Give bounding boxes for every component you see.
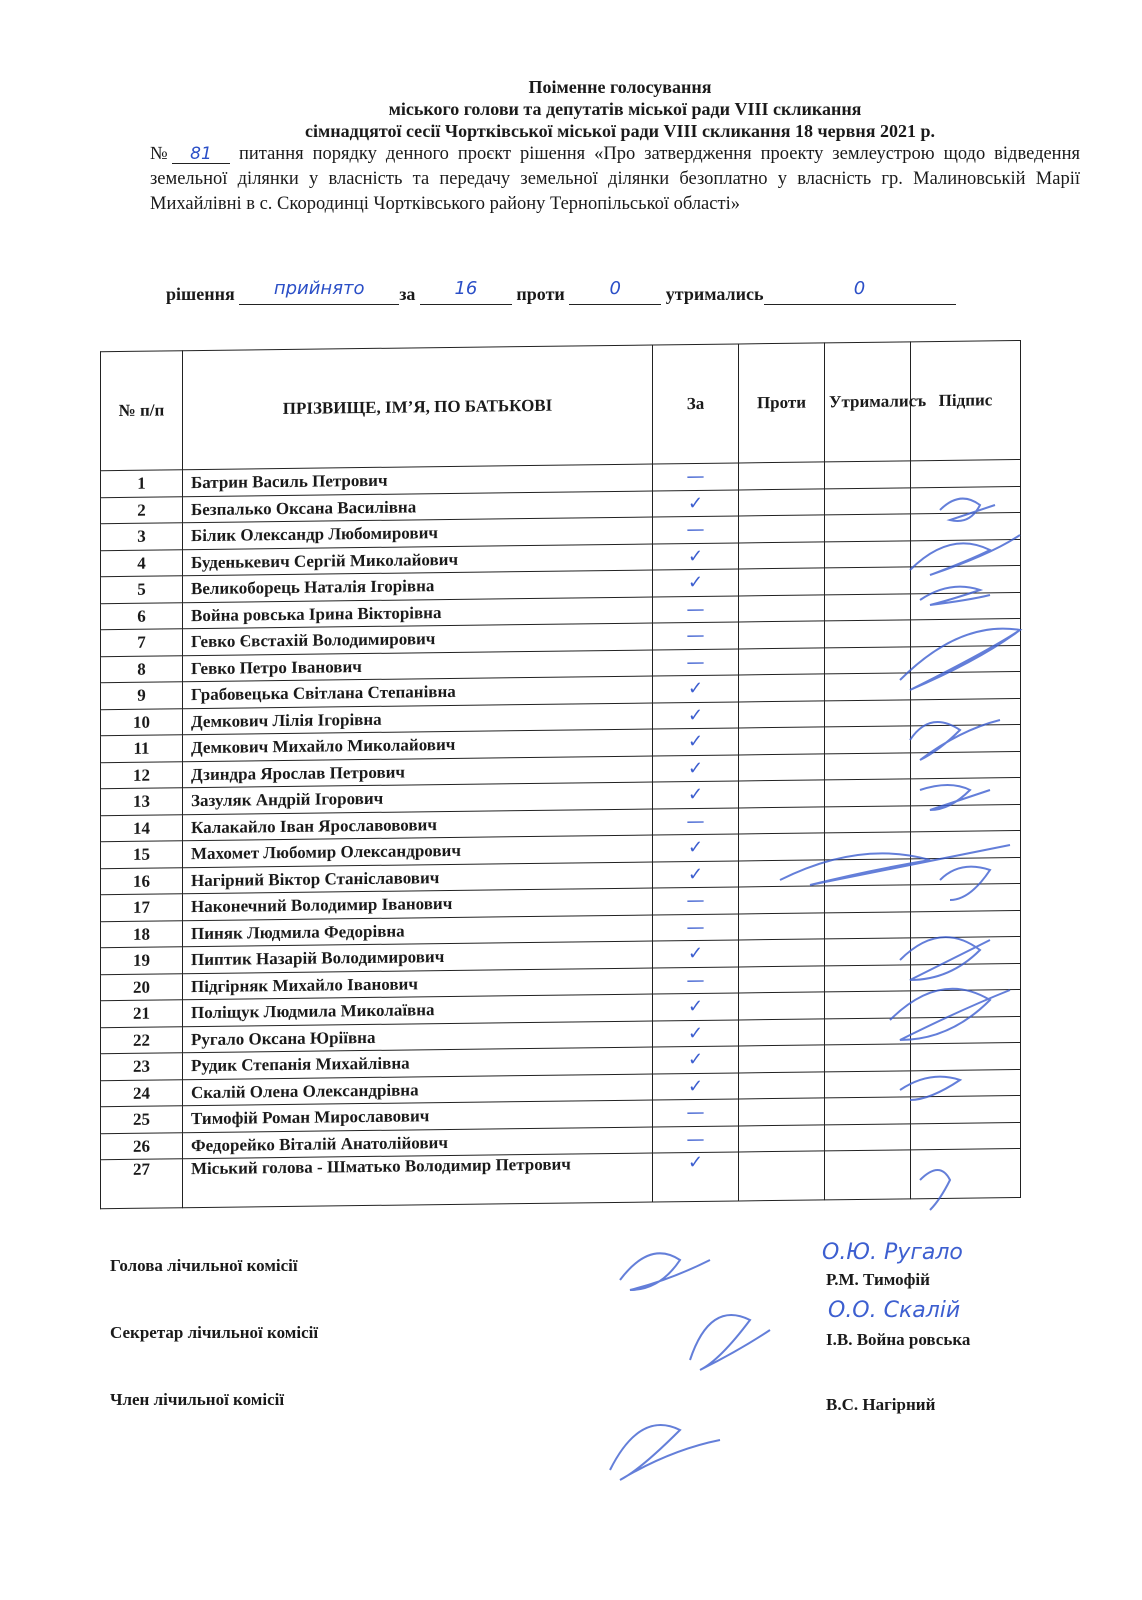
row-vote-utrym [825,1070,911,1098]
row-signature [911,778,1021,806]
row-vote-utrym [825,911,911,939]
row-name: Підгірняк Михайло Іванович [183,968,653,1000]
vote-table [100,340,1021,1209]
row-vote-proty [739,674,825,702]
row-number: 10 [101,708,183,736]
row-vote-za: — [653,595,739,623]
row-vote-za: — [653,516,739,544]
row-name: Безпалько Оксана Василівна [183,491,653,523]
row-name: Ругало Оксана Юріївна [183,1021,653,1053]
row-number: 27 [101,1159,183,1209]
row-name: Поліщук Людмила Миколаївна [183,994,653,1026]
row-name: Федорейко Віталій Анатолійович [183,1127,653,1159]
row-vote-proty [739,1018,825,1046]
row-number: 7 [101,629,183,657]
col-name-header: ПРІЗВИЩЕ, ІМ’Я, ПО БАТЬКОВІ [183,345,653,470]
row-vote-proty [739,806,825,834]
utrym-count: 0 [764,280,956,305]
row-vote-proty [739,1151,825,1201]
row-name: Гевко Петро Іванович [183,650,653,682]
row-signature [911,539,1021,567]
row-name: Калакайло Іван Ярославовович [183,809,653,841]
row-vote-za: — [653,1099,739,1127]
row-vote-za: ✓ [653,728,739,756]
row-signature [911,698,1021,726]
row-vote-za: ✓ [653,701,739,729]
row-vote-za: ✓ [653,1046,739,1074]
decision-label: рішення [166,284,235,304]
row-number: 21 [101,1000,183,1028]
row-signature [911,460,1021,488]
row-name: Рудик Степанія Михайлівна [183,1047,653,1079]
row-vote-za: — [653,966,739,994]
row-vote-za: — [653,1125,739,1153]
utrym-label: утримались [665,284,764,304]
proty-label: проти [516,284,565,304]
row-vote-utrym [825,1123,911,1151]
row-vote-utrym [825,964,911,992]
decision-value: прийнято [239,280,399,305]
row-vote-proty [739,965,825,993]
row-signature [911,592,1021,620]
member-label: Член лічильної комісії [110,1390,285,1409]
row-vote-proty [739,727,825,755]
row-vote-za: ✓ [653,489,739,517]
row-vote-utrym [825,593,911,621]
row-vote-proty [739,568,825,596]
row-vote-proty [739,541,825,569]
row-vote-utrym [825,779,911,807]
row-name: Война ровська Ірина Вікторівна [183,597,653,629]
col-sign-header: Підпис [911,341,1021,461]
row-vote-za: ✓ [653,993,739,1021]
row-vote-proty [739,859,825,887]
row-number: 20 [101,973,183,1001]
col-num-header: № п/п [101,351,183,471]
col-utrym-header: Утрималисъ [825,342,911,462]
row-number: 25 [101,1106,183,1134]
row-number: 11 [101,735,183,763]
row-signature [911,1096,1021,1124]
row-signature [911,831,1021,859]
question-prefix: № [150,144,172,164]
table-header-row [101,341,1021,471]
row-vote-utrym [825,858,911,886]
row-signature [911,857,1021,885]
header-session: сімнадцятої сесії Чортківської міської ради VIII скликання 18 червня 2021 р. [305,121,935,141]
row-number: 1 [101,470,183,498]
row-vote-proty [739,833,825,861]
row-vote-proty [739,992,825,1020]
row-vote-utrym [825,620,911,648]
row-number: 2 [101,496,183,524]
member-name: В.С. Нагірний [826,1395,936,1414]
agenda-question [150,142,1080,217]
signature-scribble [690,1315,770,1370]
row-name: Скалій Олена Олександрівна [183,1074,653,1106]
row-name: Дзиндра Ярослав Петрович [183,756,653,788]
row-vote-proty [739,1124,825,1152]
row-vote-za: — [653,622,739,650]
secretary-name: І.В. Война ровська [826,1330,971,1349]
row-vote-proty [739,594,825,622]
table-row [101,1149,1021,1209]
proty-count: 0 [569,280,661,305]
row-number: 22 [101,1026,183,1054]
row-number: 17 [101,894,183,922]
row-vote-proty [739,780,825,808]
row-number: 16 [101,867,183,895]
row-vote-za: ✓ [653,569,739,597]
row-number: 23 [101,1053,183,1081]
row-signature [911,910,1021,938]
row-signature [911,990,1021,1018]
signature-scribble [610,1425,720,1480]
row-vote-proty [739,1098,825,1126]
row-vote-za: ✓ [653,1019,739,1047]
chair-label: Голова лічильної комісії [110,1256,298,1275]
row-vote-utrym [825,832,911,860]
row-vote-utrym [825,938,911,966]
col-za-header: За [653,344,739,464]
header-subtitle: міського голови та депутатів міської ради VIII скликання [388,99,862,119]
row-name: Тимофій Роман Мирославович [183,1100,653,1132]
row-signature [911,963,1021,991]
row-number: 14 [101,814,183,842]
row-number: 3 [101,523,183,551]
row-vote-utrym [825,1097,911,1125]
row-vote-utrym [825,1017,911,1045]
row-name: Буденькевич Сергій Миколайович [183,544,653,576]
row-name: Білик Олександр Любомирович [183,517,653,549]
secretary-note: О.О. Скалій [828,1298,961,1323]
row-number: 12 [101,761,183,789]
row-vote-proty [739,912,825,940]
row-vote-utrym [825,726,911,754]
row-name: Демкович Лілія Ігорівна [183,703,653,735]
row-signature [911,1069,1021,1097]
row-signature [911,1149,1021,1199]
row-number: 9 [101,682,183,710]
row-signature [911,725,1021,753]
row-name: Гевко Євстахій Володимирович [183,623,653,655]
question-text: питання порядку денного проєкт рішення «Про затвердження проекту землеустрою щодо відведення земельної ділянки у власність та передачу земельної ділянки безоплатно у власність гр. Малиновській Марії Михайлівні в с. Скородинці Чортківського району Тернопільської області» [150,144,1080,214]
row-vote-za: ✓ [653,754,739,782]
row-vote-za: ✓ [653,1152,739,1202]
row-signature [911,1043,1021,1071]
row-signature [911,751,1021,779]
row-vote-proty [739,886,825,914]
row-name: Грабовецька Світлана Степанівна [183,676,653,708]
row-vote-za: — [653,913,739,941]
row-number: 19 [101,947,183,975]
row-vote-proty [739,1045,825,1073]
row-signature [911,1122,1021,1150]
row-name: Зазуляк Андрій Ігорович [183,782,653,814]
row-vote-za: — [653,463,739,491]
row-signature [911,1016,1021,1044]
row-vote-utrym [825,567,911,595]
row-name: Махомет Любомир Олександрович [183,835,653,867]
za-count: 16 [420,280,512,305]
row-vote-utrym [825,1150,911,1200]
za-label: за [399,284,416,304]
row-vote-proty [739,753,825,781]
row-signature [911,884,1021,912]
row-name: Пиптик Назарій Володимирович [183,941,653,973]
row-signature [911,645,1021,673]
row-vote-za: ✓ [653,781,739,809]
row-name: Міський голова - Шматько Володимир Петрович [183,1153,653,1208]
row-name: Демкович Михайло Миколайович [183,729,653,761]
row-number: 24 [101,1079,183,1107]
decision-line [166,280,1066,305]
row-vote-za: ✓ [653,940,739,968]
question-number: 81 [172,145,230,164]
row-name: Пиняк Людмила Федорівна [183,915,653,947]
row-vote-utrym [825,673,911,701]
row-name: Нагірний Віктор Станіславович [183,862,653,894]
row-vote-proty [739,462,825,490]
row-vote-proty [739,1071,825,1099]
row-vote-utrym [825,487,911,515]
row-vote-utrym [825,699,911,727]
row-vote-utrym [825,514,911,542]
vote-rows [101,460,1021,1209]
document-header [150,76,1080,142]
row-vote-proty [739,488,825,516]
row-signature [911,513,1021,541]
row-signature [911,566,1021,594]
chair-note: О.Ю. Ругало [822,1240,963,1265]
row-vote-za: — [653,807,739,835]
row-vote-utrym [825,1044,911,1072]
header-title: Поіменне голосування [528,77,712,97]
row-number: 8 [101,655,183,683]
row-number: 13 [101,788,183,816]
row-vote-proty [739,647,825,675]
row-vote-za: ✓ [653,860,739,888]
row-vote-za: ✓ [653,542,739,570]
row-name: Наконечний Володимир Іванович [183,888,653,920]
row-vote-za: — [653,648,739,676]
row-vote-za: ✓ [653,1072,739,1100]
row-vote-za: ✓ [653,834,739,862]
row-signature [911,672,1021,700]
row-vote-proty [739,515,825,543]
row-vote-za: ✓ [653,675,739,703]
row-signature [911,804,1021,832]
row-signature [911,486,1021,514]
row-vote-za: — [653,887,739,915]
row-vote-proty [739,621,825,649]
signature-scribble [620,1253,710,1290]
row-number: 26 [101,1132,183,1160]
row-vote-utrym [825,540,911,568]
row-vote-utrym [825,752,911,780]
row-vote-proty [739,700,825,728]
row-signature [911,937,1021,965]
row-number: 4 [101,549,183,577]
row-vote-proty [739,939,825,967]
row-name: Великоборець Наталія Ігорівна [183,570,653,602]
row-number: 5 [101,576,183,604]
row-signature [911,619,1021,647]
col-proty-header: Проти [739,343,825,463]
row-vote-utrym [825,461,911,489]
row-number: 18 [101,920,183,948]
row-vote-utrym [825,805,911,833]
chair-name: Р.М. Тимофій [826,1270,930,1289]
row-number: 6 [101,602,183,630]
secretary-label: Секретар лічильної комісії [110,1323,319,1342]
row-vote-utrym [825,885,911,913]
row-number: 15 [101,841,183,869]
row-name: Батрин Василь Петрович [183,464,653,496]
row-vote-utrym [825,646,911,674]
row-vote-utrym [825,991,911,1019]
